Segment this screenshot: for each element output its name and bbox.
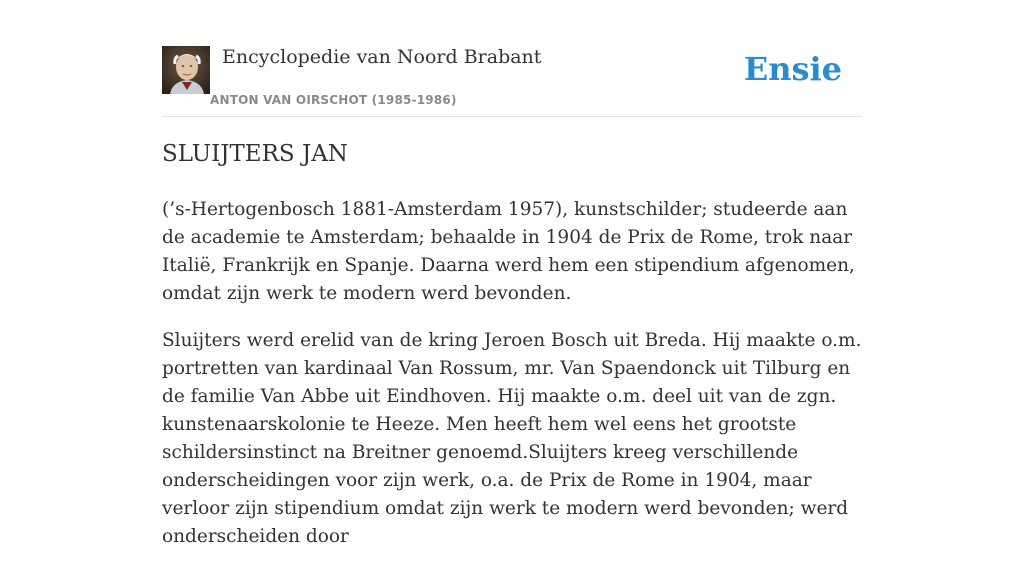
author-portrait-icon [162, 46, 210, 94]
article-paragraph: (’s-Hertogenbosch 1881-Amsterdam 1957), kunstschilder; studeerde aan de academie te Amsterdam; behaalde in 1904 de Prix de Rome, trok naar Italië, Frankrijk en Spanje. Daarna werd hem een stipendium afgenomen, omdat zijn werk te modern werd bevonden. [162, 199, 855, 304]
header [162, 46, 862, 117]
article-paragraph: Sluijters werd erelid van de kring Jeroen Bosch uit Breda. Hij maakte o.m. portretten van kardinaal Van Rossum, mr. Van Spaendonck uit Tilburg en de familie Van Abbe uit Eindhoven. Hij maakte o.m. deel uit van de zgn. kunstenaarskolonie te Heeze. Men heeft hem wel eens het grootste schildersinstinct na Breitner genoemd.Sluijters kreeg verschillende onderscheidingen voor zijn werk, o.a. de Prix de Rome in 1904, maar verloor zijn stipendium omdat zijn werk te modern werd bevonden; werd onderscheiden door [162, 330, 862, 547]
author-name[interactable]: ANTON VAN OIRSCHOT (1985-1986) [210, 93, 457, 107]
article-title: SLUIJTERS JAN [162, 141, 348, 167]
author-avatar[interactable] [162, 46, 210, 94]
ensie-logo[interactable]: Ensie [743, 50, 842, 88]
article [162, 136, 862, 570]
publication-title[interactable]: Encyclopedie van Noord Brabant [222, 46, 542, 68]
